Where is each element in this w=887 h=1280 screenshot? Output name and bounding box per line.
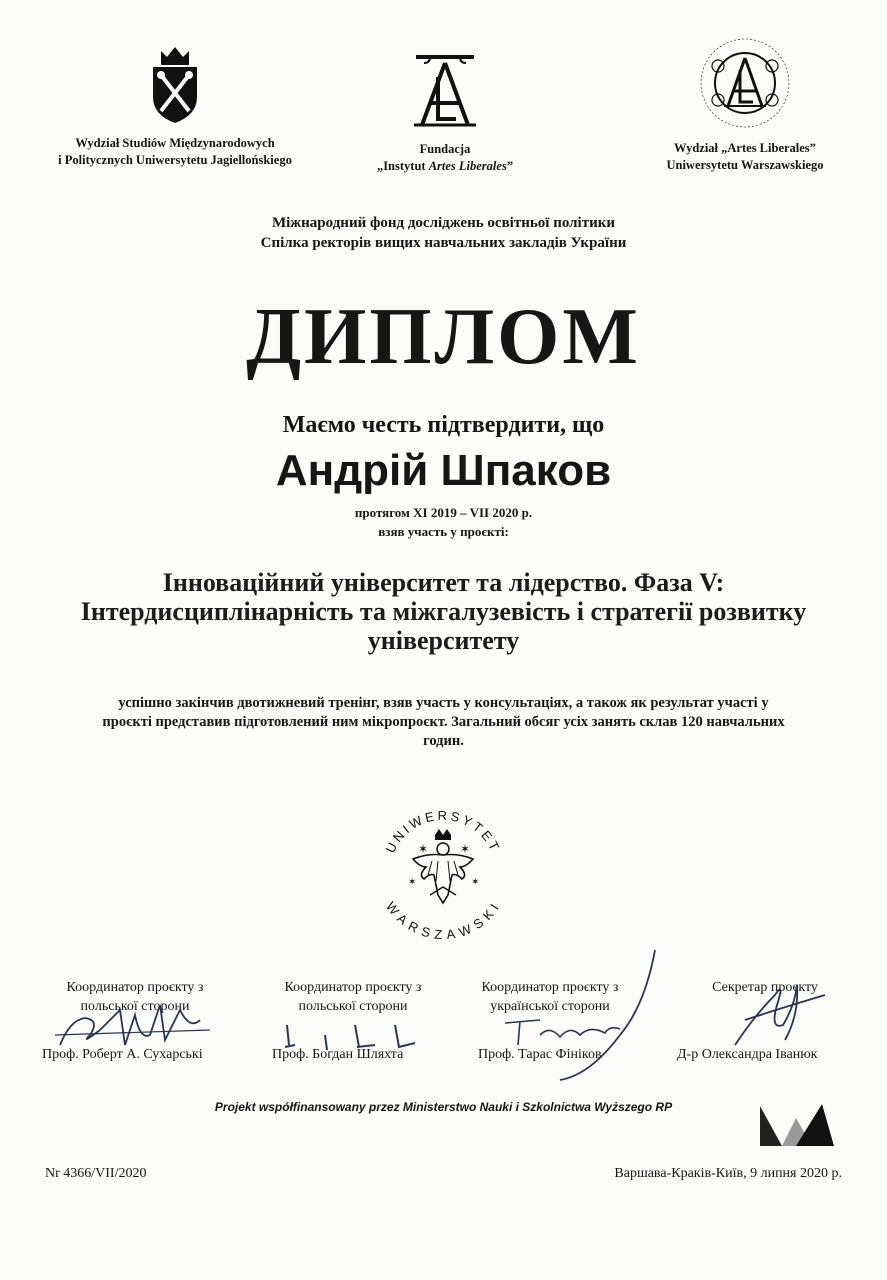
place-and-date: Варшава-Краків-Київ, 9 липня 2020 р.: [614, 1166, 842, 1181]
project-line2: Інтердисциплінарність та міжгалузевість і стратегії розвитку: [80, 597, 807, 626]
signatory-2-role-line1: Координатор проєкту з: [284, 980, 422, 995]
svg-text:✶: ✶: [418, 842, 429, 856]
svg-text:✶: ✶: [471, 877, 480, 888]
svg-text:✶: ✶: [460, 842, 471, 856]
organizations: [0, 213, 887, 253]
logo-jagiellonian: [20, 40, 330, 169]
artes-liberales-foundation-icon: [410, 53, 480, 129]
signatory-1-name: Проф. Роберт А. Сухарські: [42, 1047, 203, 1062]
faculty-caption-line1: Wydział „Artes Liberales”: [674, 141, 816, 155]
organization-line2: Спілка ректорів вищих навчальних закладів України: [260, 235, 627, 251]
svg-text:WARSZAWSKI: [383, 899, 503, 942]
participation-text: взяв участь у проєкті:: [378, 524, 509, 539]
signatory-3-role-line2: української сторони: [490, 999, 610, 1014]
completion-line1: успішно закінчив двотижневий тренінг, взяв участь у консультаціях, а також як результат участі у: [118, 695, 769, 711]
period-text: протягом XI 2019 – VII 2020 р.: [354, 505, 533, 520]
signature-4-icon: [715, 975, 845, 1055]
recipient-name: Андрій Шпаков: [275, 446, 612, 495]
ministry-logo-icon: [752, 1100, 834, 1146]
jagiellonian-caption-line2: i Politycznych Uniwersytetu Jagiellońskiego: [58, 153, 292, 167]
svg-text:✶: ✶: [408, 877, 417, 888]
diploma-title: ДИПЛОМ: [246, 293, 641, 381]
signatory-4-name: Д-р Олександра Іванюк: [677, 1047, 818, 1062]
completion-line3: годин.: [423, 733, 464, 749]
signatory-1-role-line1: Координатор проєкту з: [66, 980, 204, 995]
logo-artes-liberales-foundation: [350, 40, 540, 175]
jagiellonian-crest-icon: [147, 45, 203, 125]
signatory-3-name: Проф. Тарас Фініков: [478, 1047, 602, 1062]
signatory-2-role-line2: польської сторони: [298, 999, 408, 1014]
completion-line2: проєкті представив підготовлений ним мікропроєкт. Загальний обсяг усіх занять склав 120 навчальних: [102, 714, 785, 730]
diploma-number: Nr 4366/VII/2020: [45, 1166, 147, 1181]
signatory-3-role-line1: Координатор проєкту з: [481, 980, 619, 995]
funding-note: Projekt współfinansowany przez Ministerstwo Nauki i Szkolnictwa Wyższego RP: [214, 1100, 673, 1114]
signatory-2-name: Проф. Богдан Шляхта: [272, 1047, 404, 1062]
signature-3-icon: [470, 945, 670, 1085]
jagiellonian-caption-line1: Wydział Studiów Międzynarodowych: [75, 136, 275, 150]
period-block: [0, 503, 887, 541]
honour-statement: Маємо честь підтвердити, що: [282, 412, 605, 438]
project-line3: університету: [367, 626, 520, 655]
svg-text:UNIWERSYTET: [383, 808, 504, 855]
seal-bottom-text: WARSZAWSKI: [382, 898, 504, 943]
faculty-caption-line2: Uniwersytetu Warszawskiego: [666, 158, 824, 172]
artes-liberales-faculty-icon: [698, 36, 792, 130]
signatory-4-role-line1: Секретар проєкту: [712, 980, 818, 995]
completion-text: [60, 694, 827, 751]
seal-top-text: UNIWERSYTET: [382, 807, 504, 856]
organization-line1: Міжнародний фонд досліджень освітньої політики: [271, 215, 616, 231]
foundation-caption-line1: Fundacja: [419, 142, 471, 156]
signatory-1-role-line2: польської сторони: [80, 999, 190, 1014]
uniwersytet-warszawski-eagle-icon: [368, 795, 518, 945]
foundation-caption-line2: „Instytut Artes Liberales”: [376, 159, 514, 173]
project-line1: Інноваційний університет та лідерство. Фаза V:: [162, 568, 725, 597]
logo-artes-liberales-faculty: [640, 36, 850, 174]
project-title: [60, 568, 827, 655]
